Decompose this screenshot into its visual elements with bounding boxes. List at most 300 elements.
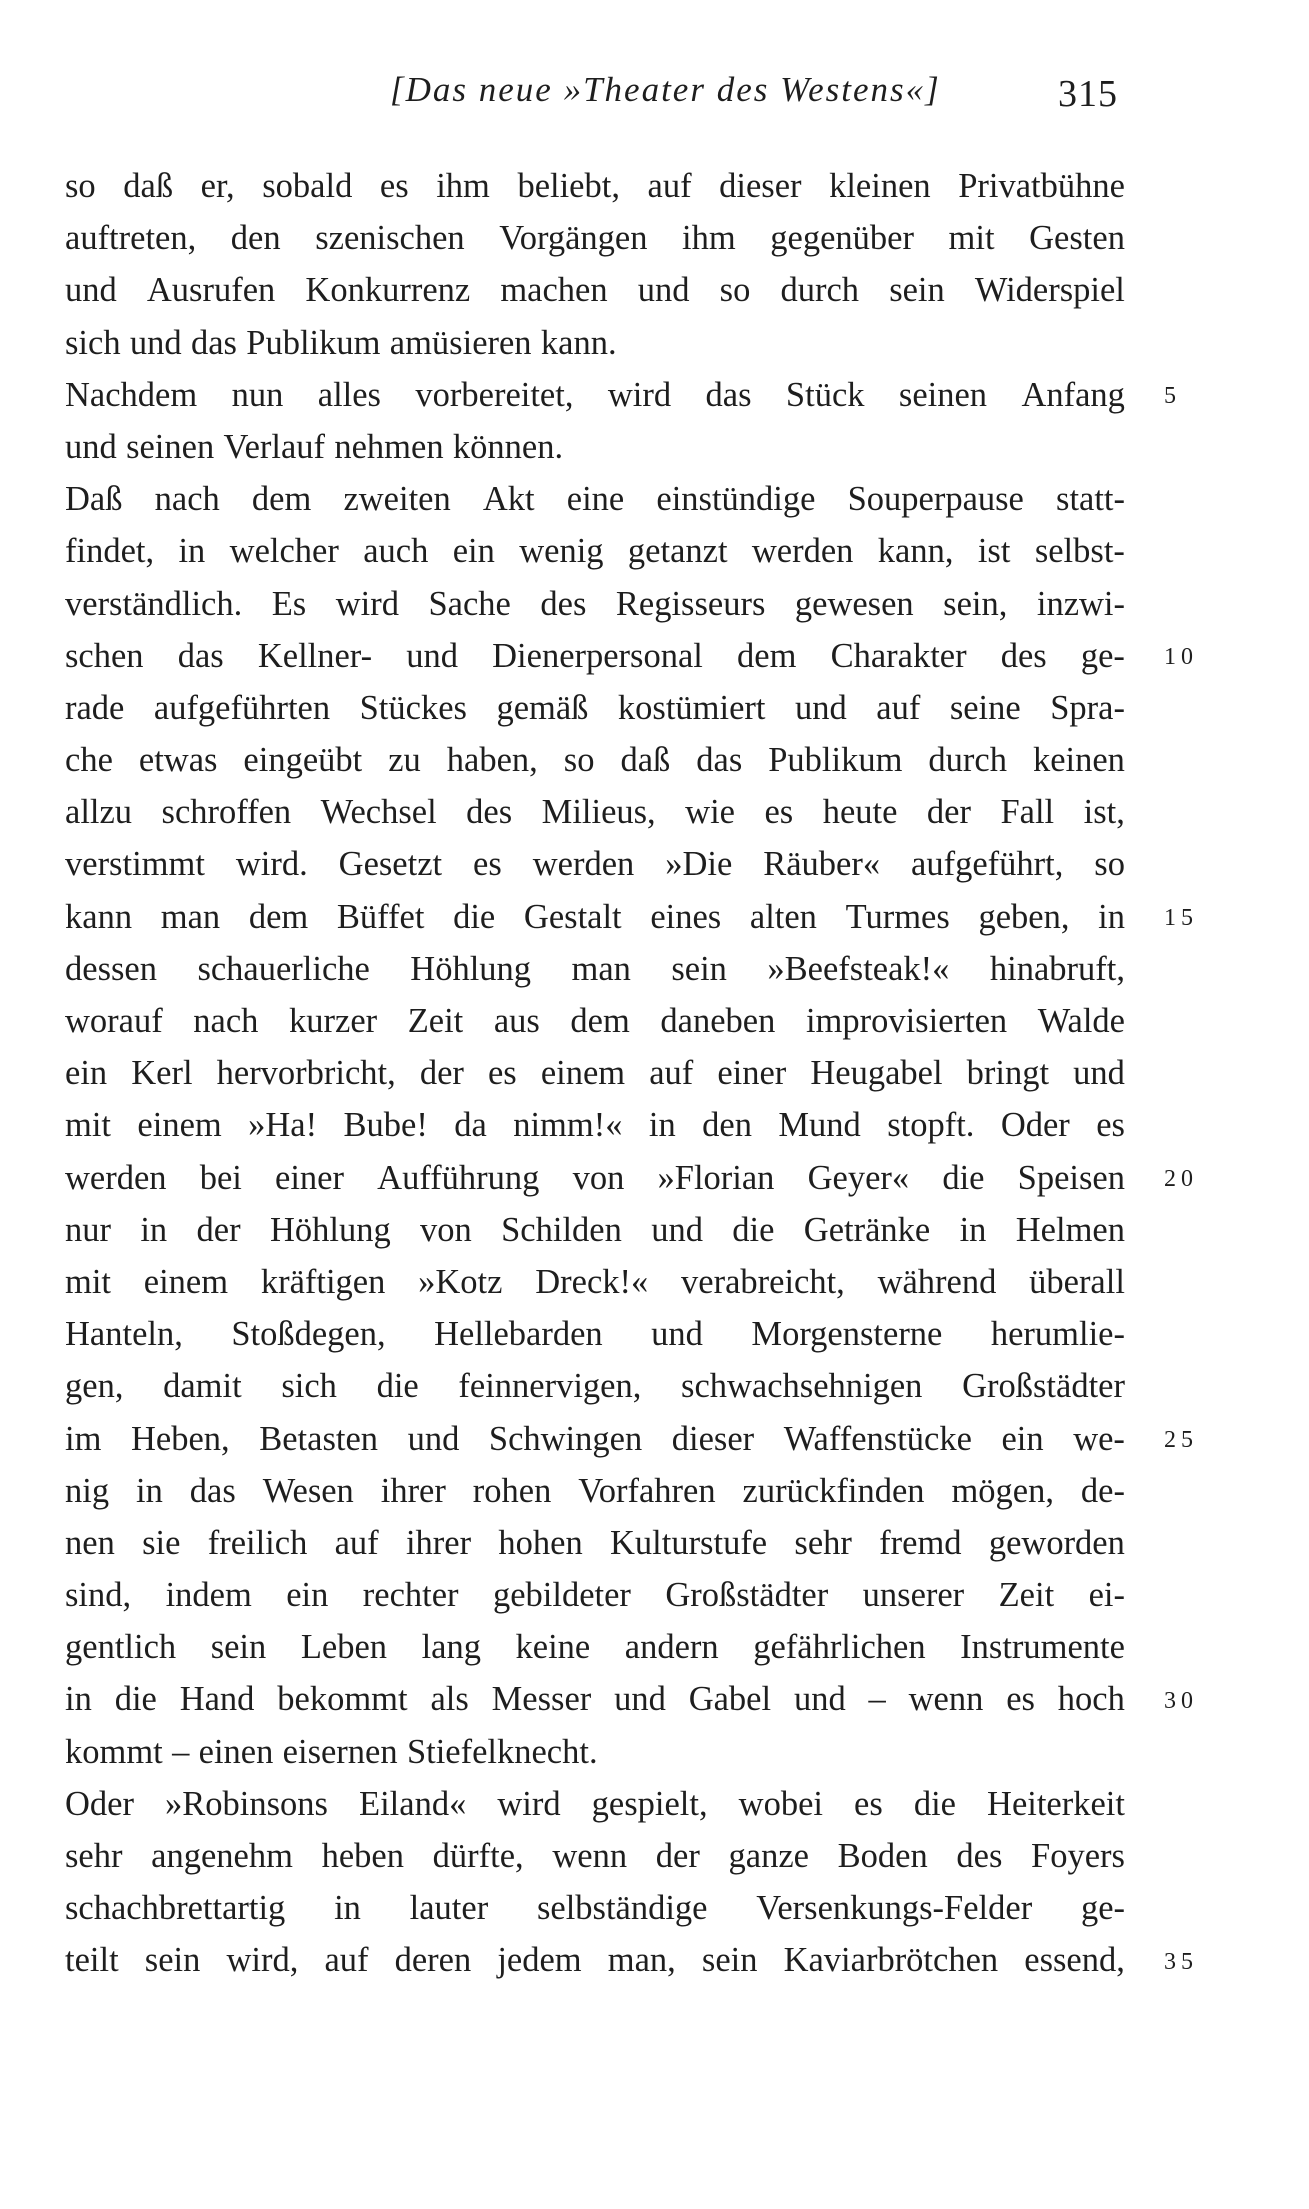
word: die bbox=[942, 1158, 985, 1197]
word: eine bbox=[566, 480, 625, 519]
line-number: 20 bbox=[1164, 1165, 1198, 1192]
word: fremd bbox=[879, 1523, 962, 1562]
word: »Kotz bbox=[418, 1262, 503, 1301]
word: mögen, bbox=[951, 1471, 1054, 1510]
word: Dreck!« bbox=[535, 1262, 649, 1301]
word: sich bbox=[281, 1367, 337, 1406]
word: schroffen bbox=[161, 793, 292, 832]
text-line bbox=[65, 734, 1125, 786]
word: Zeit bbox=[998, 1576, 1055, 1615]
word: einen bbox=[198, 1732, 274, 1771]
word: seine bbox=[949, 688, 1021, 727]
word: wird bbox=[497, 1784, 561, 1823]
word: ein bbox=[286, 1576, 329, 1615]
line-number: 5 bbox=[1164, 382, 1181, 409]
word: auf bbox=[324, 1941, 369, 1980]
word: ge- bbox=[1080, 1889, 1125, 1928]
word: nach bbox=[154, 480, 220, 519]
word: Fall bbox=[1000, 793, 1055, 832]
word: wenig bbox=[519, 532, 604, 571]
word: jedem bbox=[497, 1941, 582, 1980]
word: nun bbox=[231, 375, 284, 414]
word: inzwi- bbox=[1036, 584, 1125, 623]
word: es bbox=[473, 845, 502, 884]
word: alles bbox=[317, 375, 381, 414]
word: Großstädter bbox=[665, 1576, 829, 1615]
word: teilt bbox=[65, 1941, 119, 1980]
word: wird, bbox=[226, 1941, 299, 1980]
word: der bbox=[655, 1837, 700, 1875]
word: so bbox=[719, 271, 751, 310]
word: werden bbox=[532, 845, 635, 884]
text-line bbox=[65, 1621, 1125, 1673]
word: ihrer bbox=[405, 1523, 472, 1562]
word: ihrer bbox=[380, 1471, 446, 1510]
word: einer bbox=[717, 1054, 787, 1093]
word: so bbox=[1094, 845, 1125, 884]
word: überall bbox=[1029, 1262, 1125, 1301]
word: rade bbox=[65, 688, 125, 727]
page-number: 315 bbox=[1058, 73, 1118, 115]
word: machen bbox=[500, 271, 608, 310]
word: Aufführung bbox=[377, 1158, 540, 1197]
word: von bbox=[420, 1210, 472, 1249]
word: können. bbox=[452, 427, 564, 466]
word: kurzer bbox=[289, 1002, 378, 1040]
word: Nachdem bbox=[65, 375, 198, 414]
word: Zeit bbox=[407, 1002, 464, 1040]
word: »Beefsteak!« bbox=[767, 949, 950, 988]
word: sein bbox=[889, 271, 945, 310]
word: auch bbox=[363, 532, 429, 571]
text-line bbox=[65, 1569, 1125, 1621]
word: Konkurrenz bbox=[305, 271, 471, 310]
word: der bbox=[926, 793, 971, 832]
word: Publikum bbox=[768, 741, 903, 780]
word: stopft. bbox=[887, 1106, 975, 1145]
word: kommt bbox=[65, 1732, 163, 1771]
word: zu bbox=[388, 741, 421, 780]
word: welcher bbox=[229, 532, 339, 571]
word: die bbox=[376, 1367, 419, 1406]
word: indem bbox=[165, 1576, 252, 1615]
word: ein bbox=[65, 1054, 108, 1093]
word: andern bbox=[624, 1628, 719, 1667]
word: mit bbox=[65, 1106, 112, 1145]
word: ein bbox=[452, 532, 495, 571]
word: sein, bbox=[943, 584, 1008, 623]
word: ei- bbox=[1088, 1576, 1125, 1615]
text-line bbox=[65, 1256, 1125, 1308]
word: das bbox=[189, 1471, 236, 1510]
word: aufgeführten bbox=[153, 688, 331, 727]
text-line bbox=[65, 473, 1125, 525]
word: Anfang bbox=[1021, 375, 1125, 414]
word: gefährlichen bbox=[753, 1628, 926, 1667]
text-line bbox=[65, 1673, 1125, 1725]
text-line bbox=[65, 1934, 1125, 1986]
word: »Die bbox=[665, 845, 733, 884]
word: rechter bbox=[362, 1576, 459, 1615]
word: durch bbox=[780, 271, 860, 310]
word: wird bbox=[335, 584, 399, 623]
word: ihm bbox=[682, 219, 736, 258]
word: Es bbox=[271, 584, 307, 623]
word: selbst- bbox=[1034, 532, 1125, 571]
word: Daß bbox=[65, 480, 123, 519]
text-line bbox=[65, 1308, 1125, 1360]
text-line bbox=[65, 1882, 1125, 1934]
word: und bbox=[65, 427, 117, 466]
word: die bbox=[913, 1784, 956, 1823]
word: feinnervigen, bbox=[458, 1367, 642, 1406]
word: es bbox=[487, 1054, 517, 1093]
word: dem bbox=[251, 480, 312, 519]
word: mit bbox=[948, 219, 995, 258]
running-title: [Das neue »Theater des Westens«] bbox=[390, 70, 941, 109]
word: – bbox=[868, 1680, 886, 1719]
word: heben bbox=[321, 1837, 404, 1875]
word: bringt bbox=[966, 1054, 1050, 1093]
word: und bbox=[129, 323, 182, 362]
word: in bbox=[65, 1680, 92, 1719]
word: Kaviarbrötchen bbox=[783, 1941, 999, 1980]
text-line bbox=[65, 1204, 1125, 1256]
word: beliebt, bbox=[517, 167, 620, 205]
text-line bbox=[65, 786, 1125, 838]
line-number: 30 bbox=[1164, 1687, 1198, 1714]
word: nig bbox=[65, 1471, 110, 1510]
word: essend, bbox=[1024, 1941, 1125, 1980]
word: Messer bbox=[491, 1680, 592, 1719]
word: während bbox=[877, 1262, 997, 1301]
word: einem bbox=[143, 1262, 229, 1301]
text-line bbox=[65, 995, 1125, 1047]
word: hohen bbox=[498, 1523, 583, 1562]
word: sie bbox=[142, 1523, 181, 1562]
word: Dienerpersonal bbox=[492, 636, 703, 675]
word: Kerl bbox=[131, 1054, 193, 1093]
word: sehr bbox=[65, 1837, 123, 1875]
word: Stiefelknecht. bbox=[406, 1732, 598, 1771]
word: allzu bbox=[65, 793, 133, 832]
word: lauter bbox=[409, 1889, 489, 1928]
word: Großstädter bbox=[962, 1367, 1125, 1406]
word: wird. bbox=[235, 845, 308, 884]
word: man, bbox=[607, 1941, 676, 1980]
word: heute bbox=[822, 793, 898, 832]
word: vorbereitet, bbox=[415, 375, 574, 414]
word: we- bbox=[1073, 1419, 1125, 1458]
word: ist bbox=[977, 532, 1011, 571]
word: amüsieren bbox=[389, 323, 532, 362]
text-line bbox=[65, 1465, 1125, 1517]
word: schwachsehnigen bbox=[681, 1367, 923, 1406]
word: gewesen bbox=[794, 584, 914, 623]
text-line bbox=[65, 1517, 1125, 1569]
word: Gesten bbox=[1029, 219, 1125, 258]
word: sobald bbox=[262, 167, 353, 205]
text-line bbox=[65, 1047, 1125, 1099]
word: dem bbox=[737, 636, 797, 675]
word: seinen bbox=[898, 375, 988, 414]
word: es bbox=[379, 167, 409, 205]
word: angenehm bbox=[151, 1837, 293, 1875]
word: nen bbox=[65, 1523, 115, 1562]
word: der bbox=[419, 1054, 464, 1093]
word: daneben bbox=[660, 1002, 776, 1040]
line-number: 15 bbox=[1164, 904, 1198, 931]
word: aufgeführt, bbox=[911, 845, 1064, 884]
word: Souperpause bbox=[847, 480, 1024, 519]
word: freilich bbox=[207, 1523, 308, 1562]
word: dürfte, bbox=[432, 1837, 524, 1875]
word: selbständige bbox=[536, 1889, 708, 1928]
word: Widerspiel bbox=[974, 271, 1125, 310]
word: statt- bbox=[1056, 480, 1125, 519]
word: und bbox=[614, 1680, 666, 1719]
word: Hand bbox=[179, 1680, 255, 1719]
word: Kellner- bbox=[257, 636, 373, 675]
word: Schwingen bbox=[488, 1419, 643, 1458]
word: Waffenstücke bbox=[783, 1419, 972, 1458]
word: Privatbühne bbox=[958, 167, 1125, 205]
word: gespielt, bbox=[591, 1784, 708, 1823]
word: nimm!« bbox=[513, 1106, 623, 1145]
word: in bbox=[959, 1210, 987, 1249]
word: des bbox=[956, 1837, 1003, 1875]
word: in bbox=[334, 1889, 361, 1928]
word: einer bbox=[275, 1158, 344, 1197]
word: werden bbox=[751, 532, 854, 571]
word: auftreten, bbox=[65, 219, 197, 258]
word: mit bbox=[65, 1262, 112, 1301]
word: und bbox=[795, 688, 847, 727]
word: Heben, bbox=[130, 1419, 230, 1458]
text-line bbox=[65, 1830, 1125, 1882]
word: so bbox=[563, 741, 595, 780]
word: kann bbox=[65, 897, 133, 936]
word: »Ha! bbox=[248, 1106, 318, 1145]
word: in bbox=[1098, 897, 1125, 936]
word: Ausrufen bbox=[146, 271, 276, 310]
word: und bbox=[651, 1210, 703, 1249]
word: seinen bbox=[126, 427, 215, 466]
word: de- bbox=[1080, 1471, 1125, 1510]
word: und bbox=[406, 636, 458, 675]
word: wie bbox=[685, 793, 735, 832]
word: Hanteln, bbox=[65, 1315, 183, 1354]
word: Gabel bbox=[688, 1680, 772, 1719]
word: eingeübt bbox=[243, 741, 363, 780]
word: »Robinsons bbox=[165, 1784, 328, 1823]
word: daß bbox=[620, 741, 671, 780]
text-line bbox=[65, 421, 1125, 473]
word: des bbox=[466, 793, 513, 832]
word: Höhlung bbox=[269, 1210, 391, 1249]
word: es bbox=[1006, 1680, 1035, 1719]
word: das bbox=[705, 375, 752, 414]
word: er, bbox=[200, 167, 235, 205]
word: Wechsel bbox=[320, 793, 437, 832]
word: der bbox=[196, 1210, 241, 1249]
word: Morgensterne bbox=[751, 1315, 943, 1354]
word: im bbox=[65, 1419, 102, 1458]
word: schachbrettartig bbox=[65, 1889, 286, 1928]
word: verständlich. bbox=[65, 584, 243, 623]
word: wenn bbox=[908, 1680, 984, 1719]
word: szenischen bbox=[315, 219, 465, 258]
word: des bbox=[540, 584, 587, 623]
word: kostümiert bbox=[617, 688, 766, 727]
word: wenn bbox=[552, 1837, 628, 1875]
word: Gesetzt bbox=[338, 845, 443, 884]
word: dieser bbox=[671, 1419, 755, 1458]
text-line bbox=[65, 317, 1125, 369]
word: keinen bbox=[1032, 741, 1125, 780]
word: Räuber« bbox=[763, 845, 881, 884]
word: Speisen bbox=[1017, 1158, 1125, 1197]
word: Oder bbox=[1000, 1106, 1070, 1145]
word: dessen bbox=[65, 949, 157, 988]
word: Schilden bbox=[501, 1210, 622, 1249]
word: das bbox=[696, 741, 743, 780]
word: keine bbox=[515, 1628, 591, 1667]
word: es bbox=[854, 1784, 883, 1823]
word: und bbox=[651, 1315, 703, 1354]
word: dieser bbox=[719, 167, 802, 205]
word: Betasten bbox=[259, 1419, 379, 1458]
word: Stückes bbox=[359, 688, 467, 727]
word: da bbox=[454, 1106, 487, 1145]
word: Mund bbox=[778, 1106, 861, 1145]
word: und bbox=[65, 271, 117, 310]
text-line bbox=[65, 160, 1125, 212]
word: Wesen bbox=[262, 1471, 354, 1510]
word: die bbox=[732, 1210, 775, 1249]
word: zurückfinden bbox=[742, 1471, 925, 1510]
word: einstündige bbox=[656, 480, 816, 519]
word: verstimmt bbox=[65, 845, 205, 884]
word: kann. bbox=[540, 323, 617, 362]
text-line bbox=[65, 1413, 1125, 1465]
word: Bube! bbox=[343, 1106, 428, 1145]
word: die bbox=[453, 897, 496, 936]
word: auf bbox=[649, 1054, 694, 1093]
word: Akt bbox=[482, 480, 535, 519]
word: Boden bbox=[837, 1837, 928, 1875]
line-number: 35 bbox=[1164, 1948, 1198, 1975]
word: Heiterkeit bbox=[987, 1784, 1125, 1823]
word: etwas bbox=[138, 741, 218, 780]
word: Turmes bbox=[845, 897, 950, 936]
word: ein bbox=[1001, 1419, 1044, 1458]
word: man bbox=[160, 897, 221, 936]
word: Milieus, bbox=[541, 793, 656, 832]
word: zweiten bbox=[343, 480, 451, 519]
word: Getränke bbox=[803, 1210, 931, 1249]
word: Spra- bbox=[1050, 688, 1125, 727]
word: in bbox=[648, 1106, 676, 1145]
word: sich bbox=[65, 323, 121, 362]
word: die bbox=[114, 1680, 157, 1719]
line-number: 25 bbox=[1164, 1426, 1198, 1453]
word: eines bbox=[650, 897, 722, 936]
word: – bbox=[172, 1732, 190, 1771]
body-text bbox=[65, 160, 1125, 1987]
word: den bbox=[702, 1106, 752, 1145]
word: nehmen bbox=[334, 427, 444, 466]
line-number: 10 bbox=[1164, 643, 1198, 670]
word: ist, bbox=[1083, 793, 1125, 832]
word: Hellebarden bbox=[434, 1315, 603, 1354]
word: und bbox=[637, 271, 690, 310]
word: Höhlung bbox=[410, 949, 532, 988]
word: das bbox=[177, 636, 224, 675]
word: gen, bbox=[65, 1367, 124, 1406]
word: daß bbox=[123, 167, 174, 205]
word: sein bbox=[144, 1941, 201, 1980]
word: wobei bbox=[738, 1784, 823, 1823]
word: Foyers bbox=[1031, 1837, 1125, 1875]
word: verabreicht, bbox=[681, 1262, 845, 1301]
word: Büffet bbox=[336, 897, 425, 936]
text-line bbox=[65, 630, 1125, 682]
word: Eiland« bbox=[359, 1784, 467, 1823]
word: improvisierten bbox=[805, 1002, 1008, 1040]
word: Sache bbox=[428, 584, 511, 623]
word: und bbox=[793, 1680, 846, 1719]
word: so bbox=[65, 167, 96, 205]
word: gentlich bbox=[65, 1628, 177, 1667]
word: bei bbox=[199, 1158, 242, 1197]
word: Instrumente bbox=[960, 1628, 1125, 1667]
word: auf bbox=[876, 688, 921, 727]
word: bekommt bbox=[277, 1680, 408, 1719]
word: Oder bbox=[65, 1784, 134, 1823]
word: kleinen bbox=[829, 167, 931, 205]
word: nach bbox=[193, 1002, 259, 1040]
word: deren bbox=[394, 1941, 472, 1980]
word: schen bbox=[65, 636, 144, 675]
word: von bbox=[572, 1158, 625, 1197]
word: und bbox=[1073, 1054, 1125, 1093]
word: dem bbox=[570, 1002, 630, 1040]
word: ganze bbox=[728, 1837, 809, 1875]
word: kräftigen bbox=[260, 1262, 386, 1301]
word: geben, bbox=[978, 897, 1070, 936]
word: Regisseurs bbox=[615, 584, 766, 623]
text-line bbox=[65, 682, 1125, 734]
word: sein bbox=[210, 1628, 267, 1667]
word: werden bbox=[65, 1158, 167, 1197]
word: gemäß bbox=[496, 688, 589, 727]
word: Walde bbox=[1037, 1002, 1125, 1040]
word: und bbox=[407, 1419, 460, 1458]
word: hinabruft, bbox=[989, 949, 1125, 988]
word: haben, bbox=[446, 741, 538, 780]
word: Versenkungs-Felder bbox=[756, 1889, 1033, 1928]
word: ge- bbox=[1080, 636, 1125, 675]
word: einem bbox=[540, 1054, 626, 1093]
word: »Florian bbox=[657, 1158, 775, 1197]
word: findet, bbox=[65, 532, 155, 571]
word: auf bbox=[334, 1523, 379, 1562]
word: eisernen bbox=[282, 1732, 398, 1771]
word: man bbox=[571, 949, 631, 988]
text-line bbox=[65, 1152, 1125, 1204]
word: Verlauf bbox=[223, 427, 326, 466]
